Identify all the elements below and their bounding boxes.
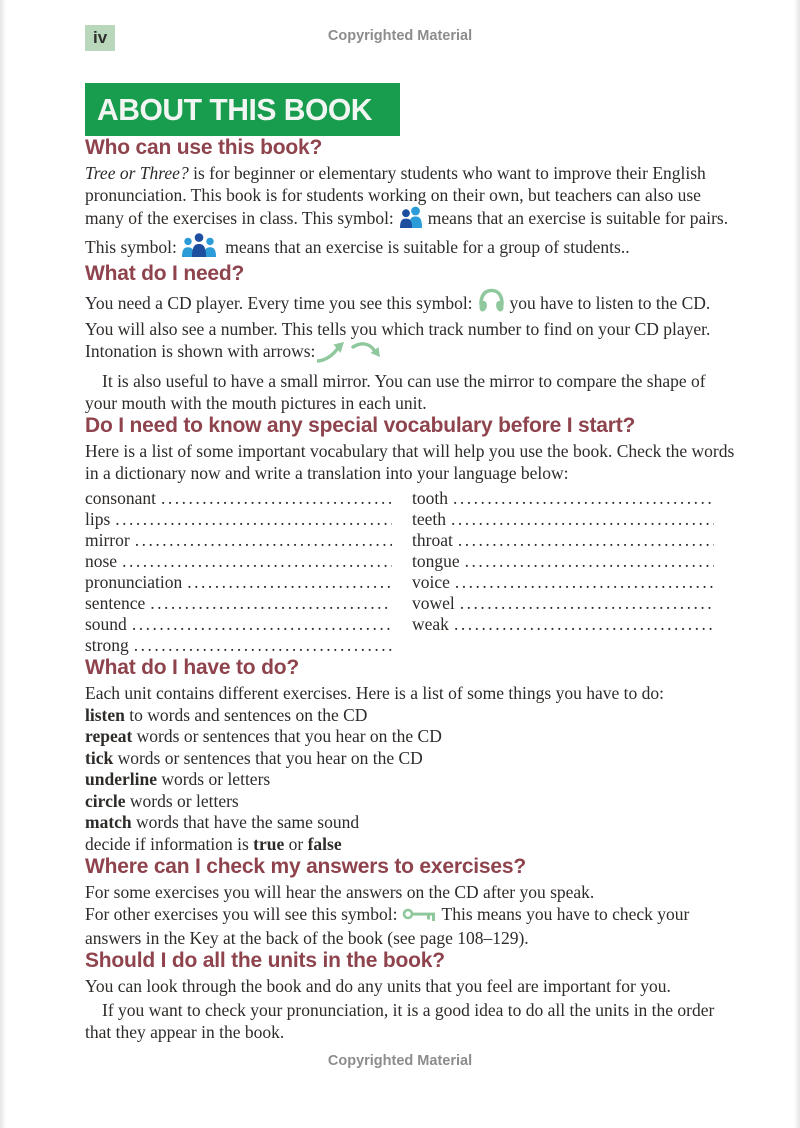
todo-item — [85, 705, 742, 727]
page-title: ABOUT THIS BOOK — [97, 91, 373, 127]
who-paragraph — [85, 162, 742, 262]
copyright-notice-top: Copyrighted Material — [327, 28, 473, 44]
todo-rest: words or sentences that you hear on the CD — [132, 726, 442, 746]
units-paragraph-2: If you want to check your pronunciation, it is a good idea to do all the units in the order that they appear in the book. — [85, 1000, 715, 1042]
translation-line — [134, 635, 392, 656]
who-text-1: is for beginner or elementary students who want to improve their English pronunciation. This book is for students working on their own, but teachers can also use many of the exercises in class. This symbol: — [85, 163, 706, 228]
translation-line — [122, 551, 392, 572]
todo-item — [85, 748, 742, 770]
need-text-2: you have to listen to the CD. You will also see a number. This tells you which track number to find on your CD player. — [85, 293, 711, 339]
vocab-item — [412, 530, 714, 551]
vocab-item — [412, 593, 714, 614]
vocab-word: sound — [85, 614, 127, 634]
need-text-1: You need a CD player. Every time you see this symbol: — [85, 293, 473, 313]
vocab-item — [85, 551, 392, 572]
translation-line — [187, 572, 392, 593]
units-paragraph-1: You can look through the book and do any units that you feel are important for you. — [85, 976, 671, 996]
translation-line — [454, 614, 714, 635]
vocab-word: sentence — [85, 593, 146, 613]
vocab-word: weak — [412, 614, 449, 634]
vocab-item — [85, 488, 392, 509]
page-content — [0, 83, 800, 1043]
translation-line — [465, 551, 714, 572]
todo-item — [85, 726, 742, 748]
todo-intro: Each unit contains different exercises. Here is a list of some things you have to do: — [85, 683, 664, 703]
vocab-word: pronunciation — [85, 572, 183, 592]
translation-line — [453, 488, 714, 509]
translation-line — [115, 509, 392, 530]
translation-line — [135, 530, 392, 551]
decide-pre: decide if information is — [85, 833, 249, 854]
todo-verb: circle — [85, 790, 126, 811]
answers-text-1: For other exercises you will see this symbol: — [85, 904, 398, 924]
answers-text-2: This means you have to check your answers in the Key at the back of the book (see page 108–129). — [85, 904, 690, 948]
todo-item — [85, 812, 742, 834]
answers-paragraph-1: For some exercises you will hear the answers on the CD after you speak. — [85, 882, 595, 902]
section-heading-todo: What do I have to do? — [85, 656, 299, 679]
todo-rest: words or letters — [156, 769, 271, 789]
key-icon — [402, 905, 438, 927]
vocab-item — [85, 614, 392, 635]
pair-icon — [398, 206, 424, 233]
vocab-item — [85, 635, 392, 656]
rising-arrow-icon — [317, 341, 347, 368]
decide-mid: or — [288, 833, 304, 854]
todo-rest: words or sentences that you hear on the CD — [113, 747, 423, 768]
todo-item — [85, 791, 742, 813]
translation-line — [150, 593, 392, 614]
decide-true: true — [253, 833, 285, 854]
page-number-badge: iv — [85, 25, 115, 51]
todo-rest: words that have the same sound — [131, 812, 360, 832]
section-heading-vocab: Do I need to know any special vocabulary before I start? — [85, 414, 636, 437]
vocab-item — [412, 572, 714, 593]
vocab-intro: Here is a list of some important vocabulary that will help you use the book. Check the words in a dictionary now and write a translation into your language below: — [85, 441, 735, 483]
falling-arrow-icon — [351, 341, 385, 368]
translation-line — [161, 488, 392, 509]
copyright-notice-bottom: Copyrighted Material — [327, 1053, 473, 1069]
translation-line — [460, 593, 714, 614]
translation-line — [458, 530, 714, 551]
who-text-2: means that an exercise is suitable for pairs. This symbol: — [85, 208, 729, 257]
todo-verb: repeat — [85, 726, 133, 746]
vocab-item — [85, 530, 392, 551]
todo-item — [85, 769, 742, 791]
section-heading-units: Should I do all the units in the book? — [85, 949, 445, 972]
todo-item-decide — [85, 834, 742, 856]
vocab-word: strong — [85, 635, 129, 655]
translation-line — [455, 572, 714, 593]
need-text-3: Intonation is shown with arrows: — [85, 341, 316, 361]
todo-verb: tick — [85, 747, 114, 768]
group-icon — [181, 233, 217, 262]
vocab-word: throat — [412, 530, 453, 550]
vocab-item — [412, 551, 714, 572]
vocab-item — [85, 572, 392, 593]
who-text-3: means that an exercise is suitable for a group of students.. — [225, 237, 630, 257]
vocab-item — [412, 509, 714, 530]
section-heading-who: Who can use this book? — [85, 136, 323, 159]
vocab-word: voice — [412, 572, 450, 592]
vocab-word: mirror — [85, 530, 130, 550]
vocabulary-list — [85, 488, 742, 656]
section-heading-need: What do I need? — [85, 262, 245, 285]
todo-verb: match — [85, 812, 132, 832]
page-header — [0, 0, 800, 58]
todo-verb: listen — [85, 704, 125, 725]
section-heading-answers: Where can I check my answers to exercises? — [85, 855, 526, 878]
vocab-item — [412, 614, 714, 635]
book-title-italic: Tree or Three? — [85, 163, 189, 183]
vocab-word: tooth — [412, 488, 448, 508]
vocab-column-right — [412, 488, 714, 656]
vocab-word: tongue — [412, 551, 460, 571]
todo-verb: underline — [85, 769, 157, 789]
vocab-word: lips — [85, 509, 111, 529]
translation-line — [451, 509, 714, 530]
vocab-word: nose — [85, 551, 118, 571]
todo-rest: words or letters — [125, 790, 239, 811]
vocab-word: vowel — [412, 593, 455, 613]
todo-rest: to words and sentences on the CD — [124, 704, 368, 725]
vocab-column-left — [85, 488, 392, 656]
vocab-item — [85, 593, 392, 614]
need-paragraph-2: It is also useful to have a small mirror. You can use the mirror to compare the shape of your mouth with the mouth pictures in each unit. — [85, 371, 706, 413]
vocab-word: teeth — [412, 509, 447, 529]
decide-false: false — [307, 833, 342, 854]
vocab-item — [85, 509, 392, 530]
headphones-icon — [477, 288, 506, 318]
answers-paragraph-2 — [85, 903, 742, 949]
vocab-word: consonant — [85, 488, 156, 508]
vocab-item — [412, 488, 714, 509]
title-banner — [85, 83, 400, 136]
translation-line — [132, 614, 392, 635]
need-paragraph — [85, 288, 742, 368]
